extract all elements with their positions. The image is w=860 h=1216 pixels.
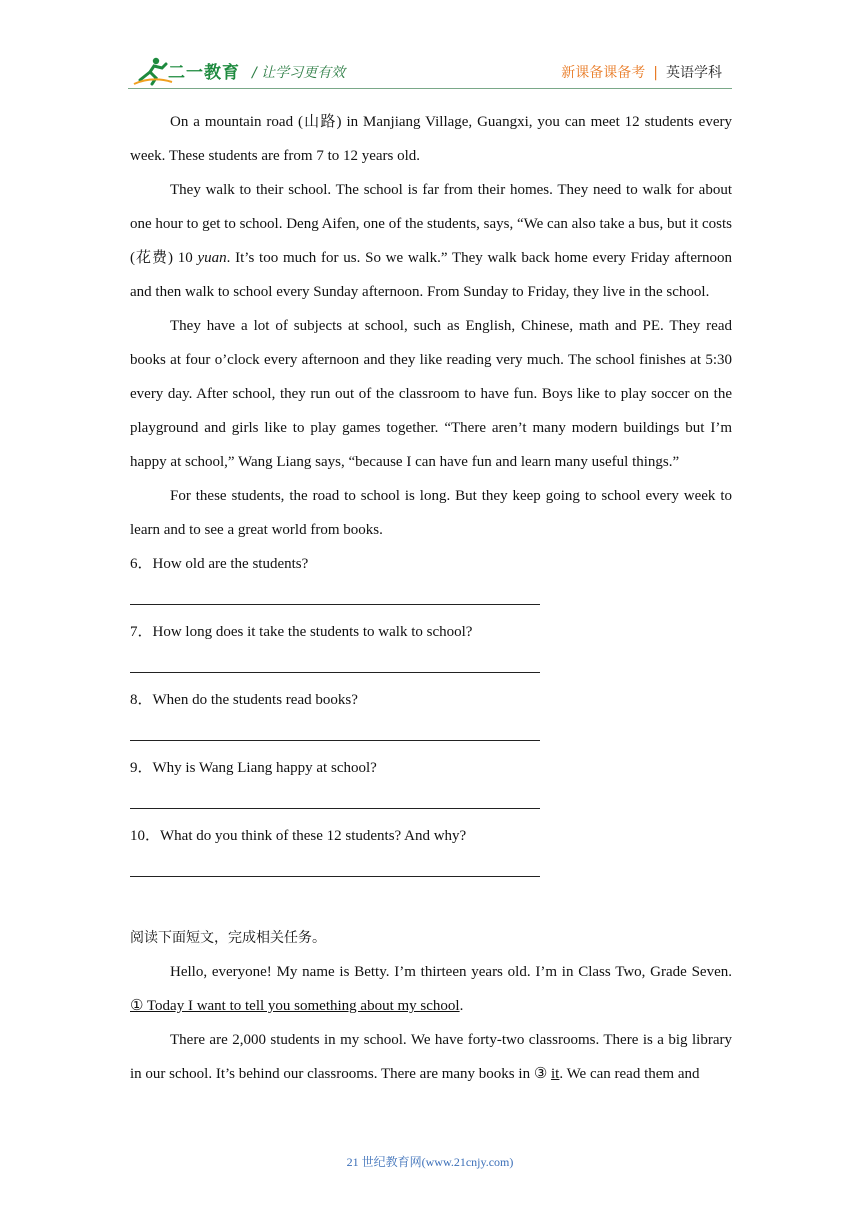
- question-6: 6．How old are the students?: [130, 556, 309, 572]
- question-8: 8．When do the students read books?: [130, 692, 358, 708]
- paragraph-text: . We can read them and: [559, 1066, 700, 1082]
- question-7: 7．How long does it take the students to walk to school?: [130, 624, 473, 640]
- paragraph: [130, 1023, 732, 1091]
- paragraph-text: There are 2,000 students in my school. We have forty-two classrooms. There is a big library in our school. It’s behind our classrooms. There are many books in ③: [130, 1032, 732, 1082]
- header-subject: [561, 62, 722, 82]
- paragraph-text: Hello, everyone! My name is Betty. I’m thirteen years old. I’m in Class Two, Grade Seven.: [170, 964, 732, 980]
- paragraph: They have a lot of subjects at school, such as English, Chinese, math and PE. They read books at four o’clock every afternoon and they like reading very much. The school finishes at 5:30 every day. After school, they run out of the classroom to have fun. Boys like to play soccer on the playground and girls like to play games together. “There aren’t many modern buildings but I’m happy at school,” Wang Liang says, “because I can have fun and learn many useful things.”: [130, 318, 732, 470]
- section-instruction: 阅读下面短文，完成相关任务。: [130, 930, 326, 946]
- document-body: [130, 105, 732, 1091]
- paragraph: [130, 955, 732, 1023]
- paragraph-text: They walk to their school. The school is far from their homes. They need to walk for about one hour to get to school. Deng Aifen, one of the students, says, “We can also take a bus, but it costs (花费) 10: [130, 182, 732, 266]
- question-9: 9．Why is Wang Liang happy at school?: [130, 760, 377, 776]
- page-footer: 21 世纪教育网(www.21cnjy.com): [346, 1155, 514, 1169]
- slogan: / 让学习更有效: [252, 65, 346, 81]
- underlined-sentence-1: ① Today I want to tell you something about my school: [130, 998, 460, 1014]
- paragraph: On a mountain road (山路) in Manjiang Village, Guangxi, you can meet 12 students every week. These students are from 7 to 12 years old.: [130, 114, 732, 164]
- header-separator: |: [653, 65, 658, 81]
- header-subject-label: 英语学科: [666, 65, 722, 81]
- page-header: [128, 52, 732, 90]
- paragraph-text: .: [459, 998, 464, 1014]
- underlined-word-3: it: [551, 1066, 560, 1082]
- paragraph: [130, 173, 732, 309]
- logo-text: 二一教育: [168, 63, 240, 83]
- header-course-label: 新课备课备考: [561, 65, 646, 81]
- paragraph-text: . It’s too much for us. So we walk.” They walk back home every Friday afternoon and then walk to school every Sunday afternoon. From Sunday to Friday, they live in the school.: [130, 250, 732, 300]
- question-10: 10．What do you think of these 12 students? And why?: [130, 828, 467, 844]
- paragraph: For these students, the road to school is long. But they keep going to school every week to learn and to see a great world from books.: [130, 488, 732, 538]
- section-gap: [130, 887, 732, 921]
- italic-word: yuan: [197, 250, 227, 266]
- header-divider: [128, 88, 732, 89]
